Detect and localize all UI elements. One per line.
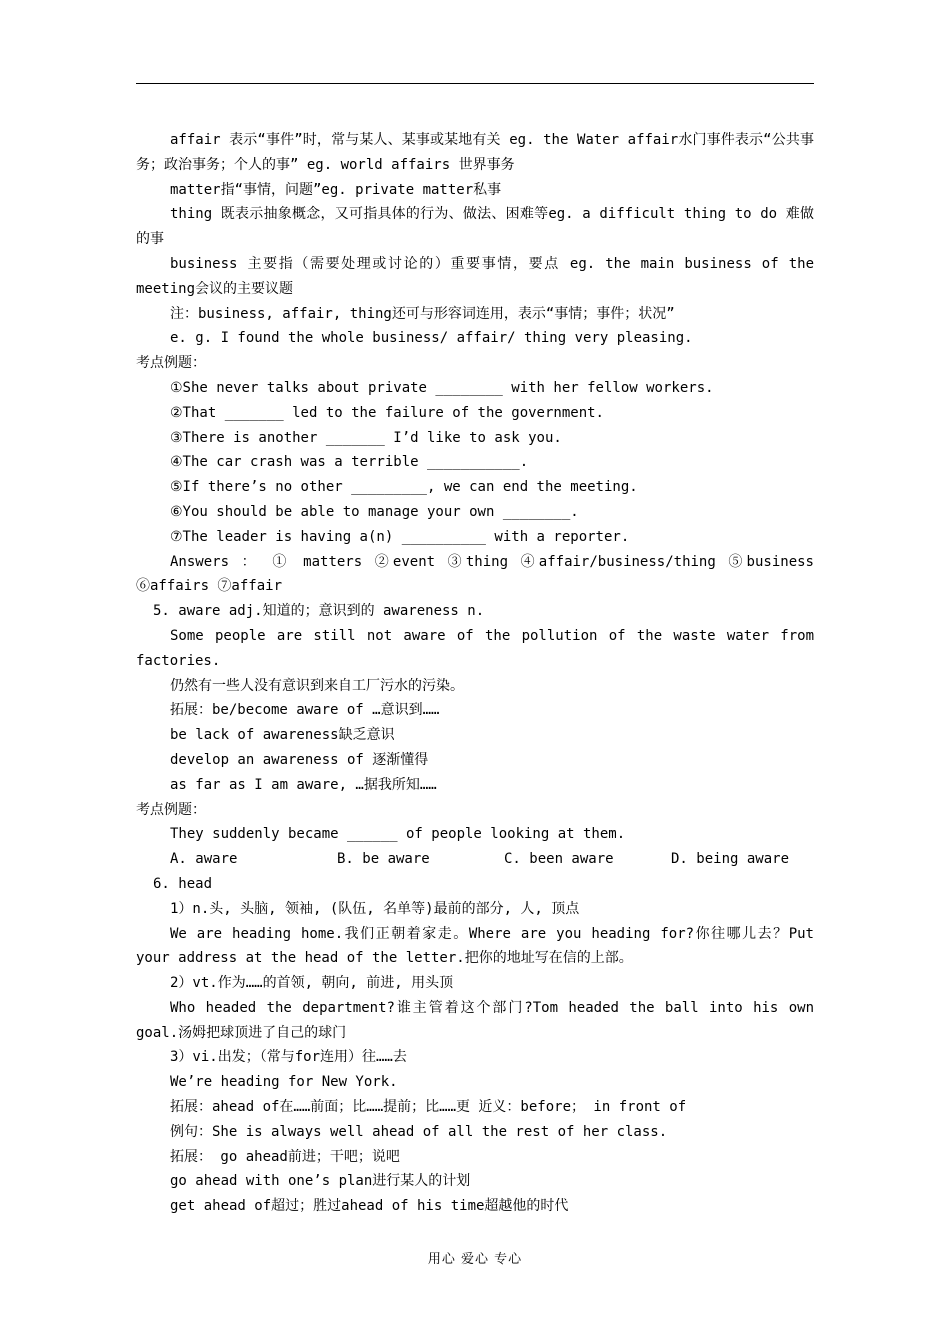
header-rule	[136, 83, 814, 84]
text-line: develop an awareness of 逐渐懂得	[170, 751, 429, 768]
text-line: 例句：She is always well ahead of all the rest of her class.	[170, 1123, 668, 1140]
option-d: D. being aware	[671, 851, 790, 868]
text-line: ①She never talks about private ________ with her fellow workers.	[170, 379, 714, 396]
text-line: e. g. I found the whole business/ affair/ thing very pleasing.	[170, 330, 693, 347]
text-line: ②That _______ led to the failure of the government.	[170, 404, 604, 421]
text-line: 注：business, affair, thing还可与形容词连用，表示“事情；事件；状况”	[170, 305, 675, 322]
text-line: go ahead with one’s plan进行某人的计划	[170, 1173, 471, 1190]
option-b: B. be aware	[337, 851, 430, 868]
text-line: 仍然有一些人没有意识到来自工厂污水的污染。	[170, 677, 464, 694]
text-line: ③There is another _______ I’d like to ask you.	[170, 429, 562, 446]
text-line: affair 表示“事件”时，常与某人、某事或某地有关 eg. the Water affair水门事件表示“公共事务；政治事务；个人的事” eg. world affairs 世界事务	[136, 132, 814, 173]
text-line: business 主要指（需要处理或讨论的）重要事情，要点 eg. the main business of the meeting会议的主要议题	[136, 255, 814, 297]
text-line: get ahead of超过；胜过ahead of his time超越他的时代	[170, 1198, 569, 1215]
option-a: A. aware	[170, 851, 238, 868]
text-block-1	[136, 128, 814, 847]
answer-options	[136, 847, 814, 872]
text-line: 拓展： go ahead前进；干吧；说吧	[170, 1148, 400, 1165]
text-line: ④The car crash was a terrible ___________.	[170, 454, 529, 471]
text-line: 5. aware adj.知道的；意识到的 awareness n.	[153, 603, 485, 620]
text-line: 考点例题：	[136, 801, 206, 818]
text-line: thing 既表示抽象概念，又可指具体的行为、做法、困难等eg. a difficult thing to do 难做的事	[136, 206, 814, 248]
page-footer: 用心 爱心 专心	[427, 1252, 523, 1267]
text-block-2	[136, 872, 814, 1219]
text-line: be lack of awareness缺乏意识	[170, 727, 395, 744]
text-line: 考点例题：	[136, 355, 206, 372]
text-line: 1）n.头, 头脑, 领袖, (队伍, 名单等)最前的部分, 人, 顶点	[170, 900, 580, 917]
document-body	[136, 128, 814, 1219]
text-line: 3）vi.出发；（常与for连用）往……去	[170, 1049, 407, 1066]
text-line: 2）vt.作为……的首领, 朝向, 前进, 用头顶	[170, 975, 454, 992]
option-c: C. been aware	[504, 851, 614, 868]
text-line: Answers ： ① matters ②event ③thing ④affair/business/thing ⑤business ⑥affairs ⑦affair	[136, 553, 814, 595]
text-line: 6. head	[153, 875, 213, 892]
text-line: Some people are still not aware of the pollution of the waste water from factories.	[136, 627, 814, 669]
text-line: 拓展：be/become aware of …意识到……	[170, 702, 440, 719]
text-line: ⑤If there’s no other _________, we can end the meeting.	[170, 479, 638, 496]
text-line: as far as I am aware, …据我所知……	[170, 776, 437, 793]
text-line: Who headed the department?谁主管着这个部门?Tom headed the ball into his own goal.汤姆把球顶进了自己的球门	[136, 999, 814, 1041]
text-line: 拓展：ahead of在……前面；比……提前；比……更 近义：before； in front of	[170, 1099, 687, 1116]
text-line: matter指“事情，问题”eg. private matter私事	[170, 181, 502, 198]
text-line: We are heading home.我们正朝着家走。Where are you heading for?你往哪儿去？Put your address at the head of the letter.把你的地址写在信的上部。	[136, 925, 814, 967]
text-line: We’re heading for New York.	[170, 1074, 398, 1091]
text-line: They suddenly became ______ of people looking at them.	[170, 826, 626, 843]
text-line: ⑥You should be able to manage your own ________.	[170, 503, 579, 520]
text-line: ⑦The leader is having a(n) __________ with a reporter.	[170, 528, 630, 545]
